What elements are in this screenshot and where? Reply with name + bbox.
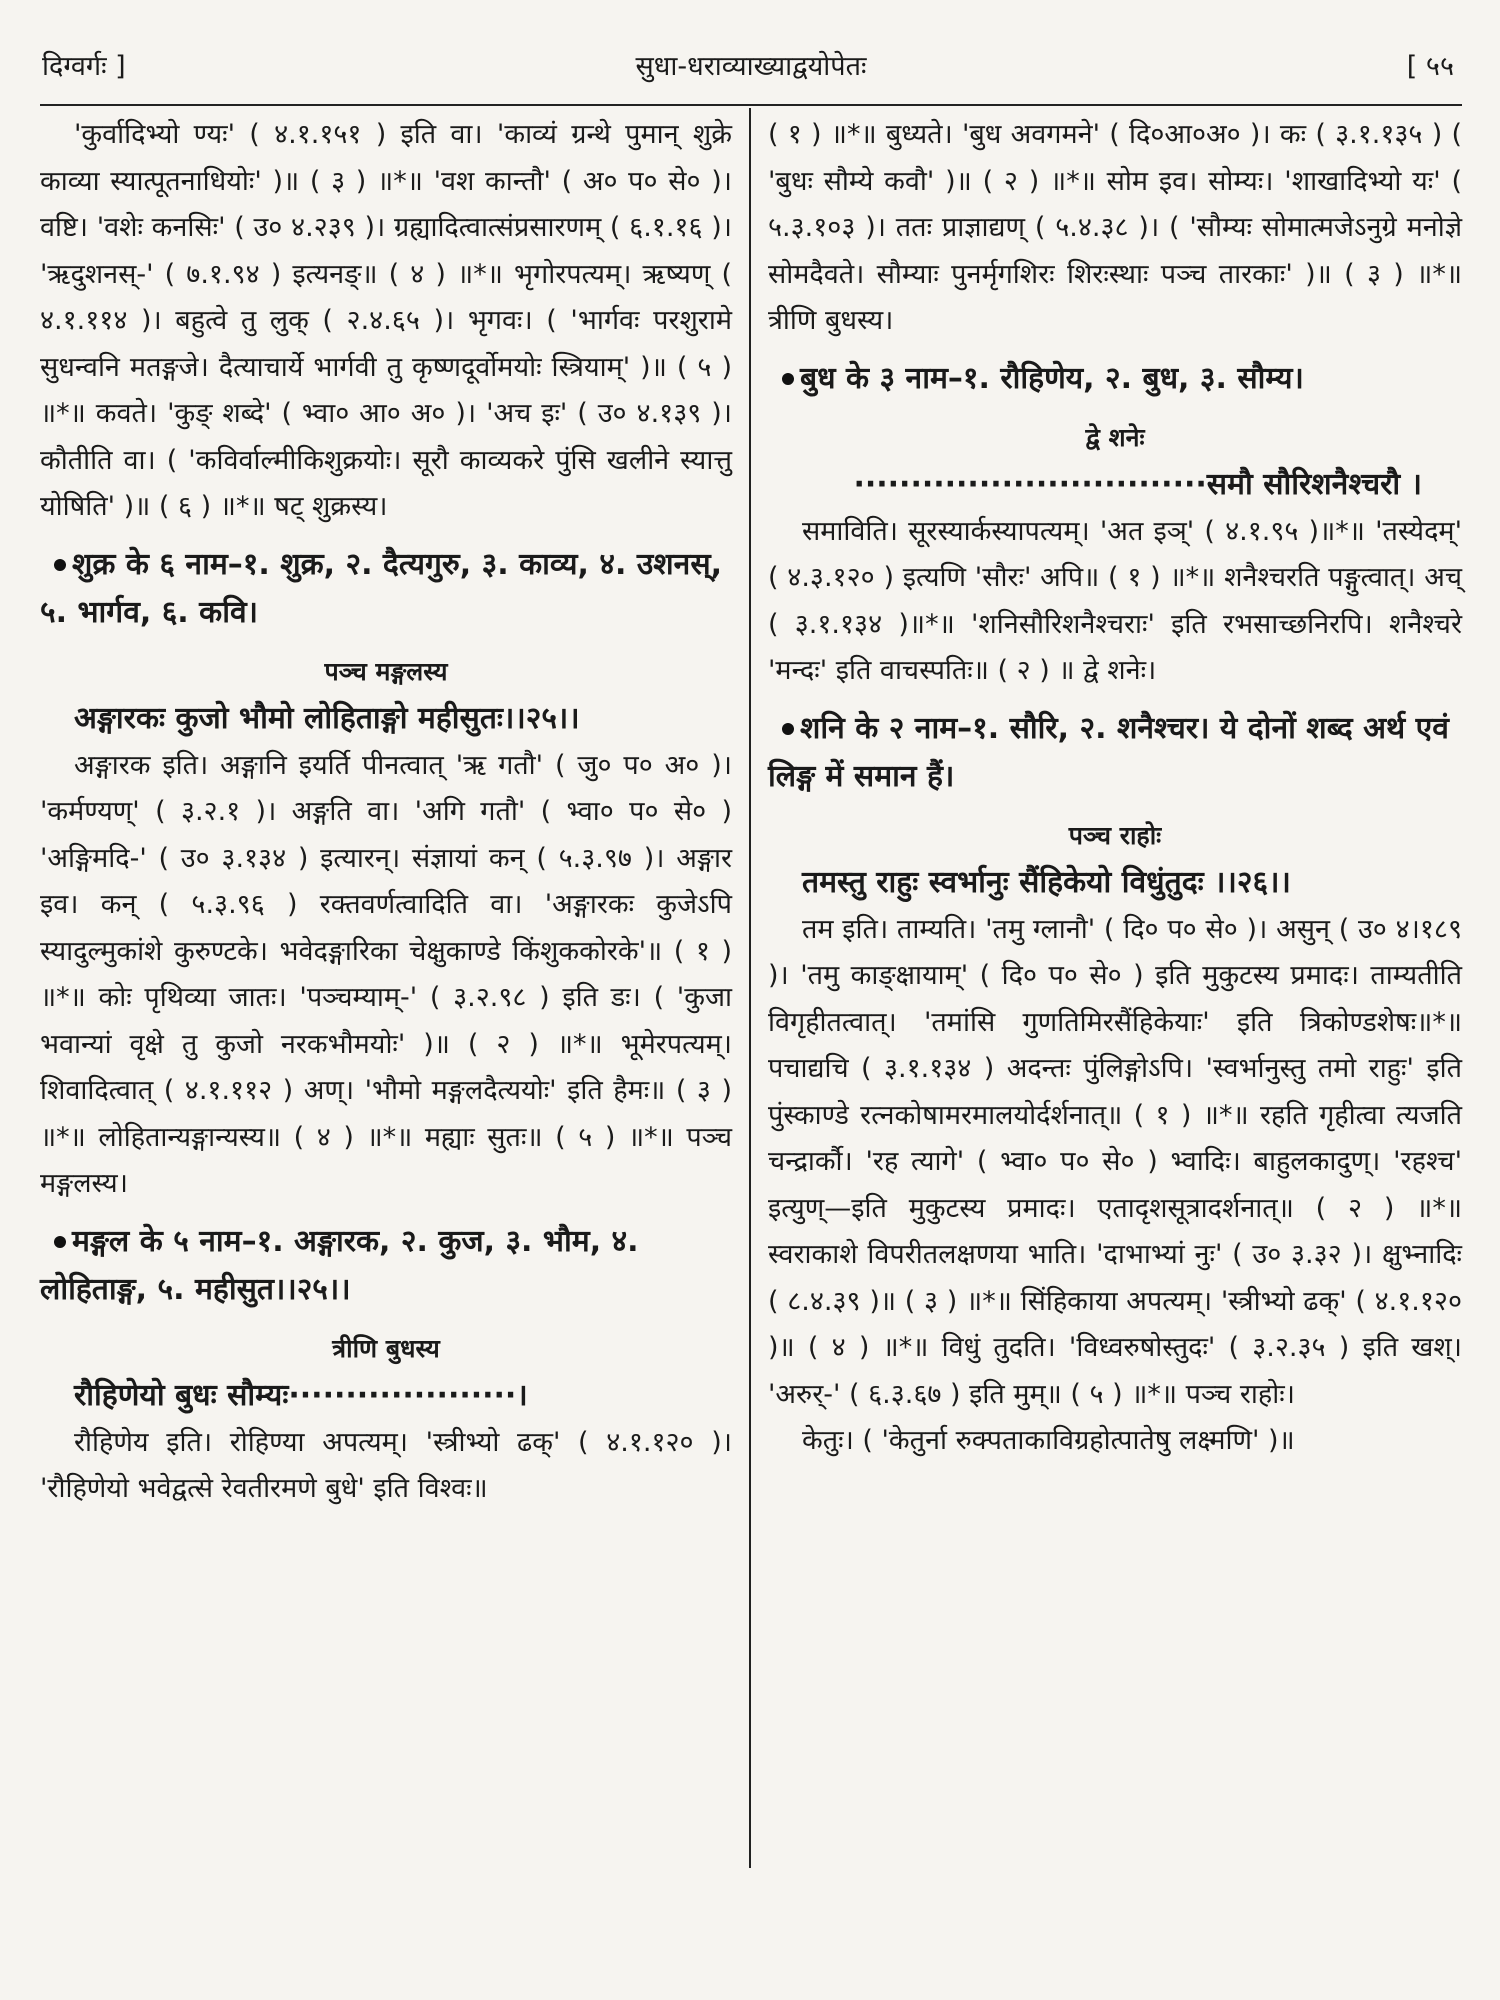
page-number: [ ५५ xyxy=(1406,51,1454,82)
bullet-icon xyxy=(54,1236,66,1248)
note-text: शुक्र के ६ नाम–१. शुक्र, २. दैत्यगुरु, ३. काव्य, ४. उशनस्, ५. भार्गव, ६. कवि। xyxy=(40,546,722,630)
header-rule xyxy=(40,104,1462,106)
commentary-paragraph: 'कुर्वादिभ्यो ण्यः' ( ४.१.१५१ ) इति वा। 'काव्यं ग्रन्थे पुमान् शुक्रे काव्या स्यात्पूतनाधियोः' )॥ ( ३ ) ॥*॥ 'वश कान्तौ' ( अ० प० से० )। वष्टि। 'वशेः कनसिः' ( उ० ४.२३९ )। ग्रह्यादित्वात्संप्रसारणम् ( ६.१.१६ )। 'ऋदुशनस्-' ( ७.१.९४ ) इत्यनङ्॥ ( ४ ) ॥*॥ भृगोरपत्यम्। ऋष्यण् ( ४.१.११४ )। बहुत्वे तु लुक् ( २.४.६५ )। भृगवः। ( 'भार्गवः परशुरामे सुधन्वनि मतङ्गजे। दैत्याचार्ये भार्गवी तु कृष्णदूर्वोमयोः स्त्रियाम्' )॥ ( ५ ) ॥*॥ कवते। 'कुङ् शब्दे' ( भ्वा० आ० अ० )। 'अच इः' ( उ० ४.१३९ )। कौतीति वा। ( 'कविर्वाल्मीकिशुक्रयोः। सूरौ काव्यकरे पुंसि खलीने स्यात्तु योषिति' )॥ ( ६ ) ॥*॥ षट् शुक्रस्य। xyxy=(40,119,732,522)
note-text: मङ्गल के ५ नाम–१. अङ्गारक, २. कुज, ३. भौम, ४. लोहिताङ्ग, ५. महीसुत।।२५।। xyxy=(40,1223,639,1307)
section-heading: त्रीणि बुधस्य xyxy=(332,1333,440,1363)
commentary-paragraph: तम इति। ताम्यति। 'तमु ग्लानौ' ( दि० प० से० )। असुन् ( उ० ४।१८९ )। 'तमु काङ्क्षायाम्' ( दि० प० से० ) इति मुकुटस्य प्रमादः। ताम्यतीति विगृहीतत्वात्। 'तमांसि गुणतिमिरसैंहिकेयाः' इति त्रिकोण्डशेषः॥*॥ पचाद्यचि ( ३.१.१३४ ) अदन्तः पुंलिङ्गोऽपि। 'स्वर्भानुस्तु तमो राहुः' इति पुंस्काण्डे रत्नकोषामरमालयोर्दर्शनात्॥ ( १ ) ॥*॥ रहति गृहीत्वा त्यजति चन्द्रार्कौ। 'रह त्यागे' ( भ्वा० प० से० ) भ्वादिः। बाहुलकादुण्। 'रहश्च' इत्युण्—इति मुकुटस्य प्रमादः। एतादृशसूत्रादर्शनात्॥ ( २ ) ॥*॥ स्वराकाशे विपरीतलक्षणया भाति। 'दाभाभ्यां नुः' ( उ० ३.३२ )। क्षुभ्नादिः ( ८.४.३९ )॥ ( ३ ) ॥*॥ सिंहिकाया अपत्यम्। 'स्त्रीभ्यो ढक्' ( ४.१.१२० )॥ ( ४ ) ॥*॥ विधुं तुदति। 'विध्वरुषोस्तुदः' ( ३.२.३५ ) इति खश्। 'अरुर्-' ( ६.३.६७ ) इति मुम्॥ ( ५ ) ॥*॥ पञ्च राहोः। xyxy=(768,913,1462,1410)
note-text: बुध के ३ नाम–१. रौहिणेय, २. बुध, ३. सौम्य। xyxy=(800,360,1304,396)
bullet-icon xyxy=(782,723,794,735)
hindi-names-note xyxy=(40,541,732,637)
hindi-names-note xyxy=(768,705,1462,801)
section-heading: द्वे शनेः xyxy=(1085,422,1145,452)
verse-line: अङ्गारकः कुजो भौमो लोहिताङ्गो महीसुतः।।२५।। xyxy=(74,700,580,736)
header-section-label: दिग्वर्गः ] xyxy=(42,51,126,82)
commentary-paragraph: ( १ ) ॥*॥ बुध्यते। 'बुध अवगमने' ( दि०आ०अ० )। कः ( ३.१.१३५ ) ( 'बुधः सौम्ये कवौ' )॥ ( २ ) ॥*॥ सोम इव। सोम्यः। 'शाखादिभ्यो यः' ( ५.३.१०३ )। ततः प्राज्ञाद्यण् ( ५.४.३८ )। ( 'सौम्यः सोमात्मजेऽनुग्रे मनोज्ञे सोमदैवते। सौम्याः पुनर्मृगशिरः शिरःस्थाः पञ्च तारकाः' )॥ ( ३ ) ॥*॥ त्रीणि बुधस्य। xyxy=(768,119,1462,336)
running-header xyxy=(40,38,1462,92)
bullet-icon xyxy=(54,559,66,571)
hindi-names-note xyxy=(40,1218,732,1314)
commentary-paragraph: अङ्गारक इति। अङ्गानि इयर्ति पीनत्वात् 'ऋ गतौ' ( जु० प० अ० )। 'कर्मण्यण्' ( ३.२.१ )। अङ्गति वा। 'अगि गतौ' ( भ्वा० प० से० ) 'अङ्गिमदि-' ( उ० ३.१३४ ) इत्यारन्। संज्ञायां कन् ( ५.३.९७ )। अङ्गार इव। कन् ( ५.३.९६ ) रक्तवर्णत्वादिति वा। 'अङ्गारकः कुजेऽपि स्यादुल्मुकांशे कुरुण्टके। भवेदङ्गारिका चेक्षुकाण्डे किंशुककोरके'॥ ( १ ) ॥*॥ कोः पृथिव्या जातः। 'पञ्चम्याम्-' ( ३.२.९८ ) इति डः। ( 'कुजा भवान्यां वृक्षे तु कुजो नरकभौमयोः' )॥ ( २ ) ॥*॥ भूमेरपत्यम्। शिवादित्वात् ( ४.१.११२ ) अण्। 'भौमो मङ्गलदैत्ययोः' इति हैमः॥ ( ३ ) ॥*॥ लोहितान्यङ्गान्यस्य॥ ( ४ ) ॥*॥ मह्याः सुतः॥ ( ५ ) ॥*॥ पञ्च मङ्गलस्य। xyxy=(40,749,732,1199)
right-column xyxy=(768,112,1462,1465)
commentary-paragraph: समाविति। सूरस्यार्कस्यापत्यम्। 'अत इञ्' ( ४.१.९५ )॥*॥ 'तस्येदम्' ( ४.३.१२० ) इत्यणि 'सौरः' अपि॥ ( १ ) ॥*॥ शनैश्चरति पङ्गुत्वात्। अच् ( ३.१.१३४ )॥*॥ 'शनिसौरिशनैश्चराः' इति रभसाच्छनिरपि। शनैश्चरे 'मन्दः' इति वाचस्पतिः॥ ( २ ) ॥ द्वे शनेः। xyxy=(768,515,1462,686)
verse-line: ·······························समौ सौरिशनैश्चरौ । xyxy=(853,466,1422,502)
hindi-names-note xyxy=(768,355,1462,403)
bullet-icon xyxy=(782,373,794,385)
section-heading: पञ्च राहोः xyxy=(1068,820,1162,850)
header-title: सुधा-धराव्याख्याद्वयोपेतः xyxy=(635,51,867,82)
column-divider xyxy=(749,108,751,1868)
verse-line: तमस्तु राहुः स्वर्भानुः सैंहिकेयो विधुंतुदः ।।२६।। xyxy=(802,864,1291,900)
note-text: शनि के २ नाम–१. सौरि, २. शनैश्चर। ये दोनों शब्द अर्थ एवं लिङ्ग में समान हैं। xyxy=(768,710,1449,794)
commentary-paragraph: रौहिणेय इति। रोहिण्या अपत्यम्। 'स्त्रीभ्यो ढक्' ( ४.१.१२० )। 'रौहिणेयो भवेद्वत्से रेवतीरमणे बुधे' इति विश्वः॥ xyxy=(40,1426,732,1504)
left-column xyxy=(40,112,732,1513)
section-heading: पञ्च मङ्गलस्य xyxy=(324,656,448,686)
commentary-paragraph: केतुः। ( 'केतुर्ना रुक्पताकाविग्रहोत्पातेषु लक्ष्मणि' )॥ xyxy=(802,1425,1295,1456)
verse-line: रौहिणेयो बुधः सौम्यः····················। xyxy=(74,1377,528,1413)
